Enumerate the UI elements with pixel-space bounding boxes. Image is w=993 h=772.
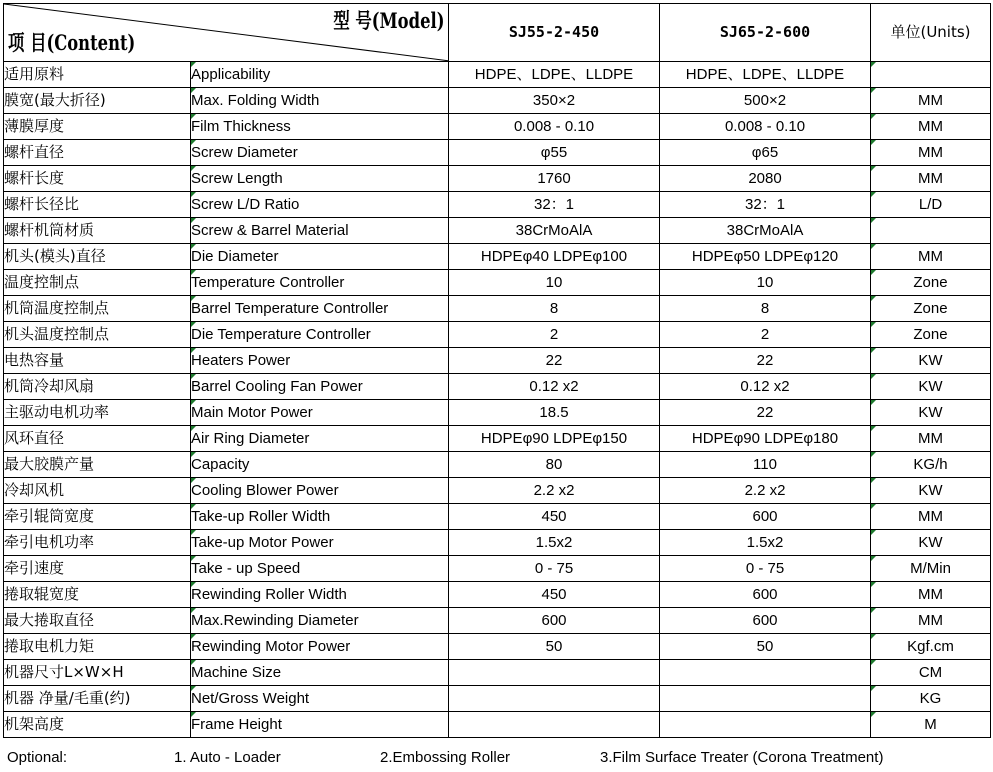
unit-cell: M/Min (871, 556, 991, 582)
value-model-2 (660, 712, 871, 738)
value-model-1 (449, 712, 660, 738)
param-name-cn: 捲取电机力矩 (4, 634, 191, 660)
value-model-1: 0.008 - 0.10 (449, 114, 660, 140)
unit-cell: MM (871, 582, 991, 608)
param-name-cn: 冷却风机 (4, 478, 191, 504)
param-name-en: Machine Size (191, 660, 449, 686)
option-embossing-roller: 2.Embossing Roller (380, 749, 511, 766)
param-name-en: Die Temperature Controller (191, 322, 449, 348)
table-row (4, 62, 991, 88)
table-row (4, 400, 991, 426)
table-row (4, 530, 991, 556)
content-model-header (4, 4, 449, 62)
unit-cell: KW (871, 348, 991, 374)
value-model-1: 10 (449, 270, 660, 296)
table-row (4, 478, 991, 504)
param-name-cn: 最大胶膜产量 (4, 452, 191, 478)
value-model-1: 50 (449, 634, 660, 660)
param-name-cn: 主驱动电机功率 (4, 400, 191, 426)
value-model-1: 0 - 75 (449, 556, 660, 582)
param-name-cn: 机筒冷却风扇 (4, 374, 191, 400)
unit-cell: MM (871, 140, 991, 166)
param-name-en: Screw & Barrel Material (191, 218, 449, 244)
param-name-cn: 螺杆直径 (4, 140, 191, 166)
unit-cell: KW (871, 478, 991, 504)
value-model-1: 32：1 (449, 192, 660, 218)
param-name-en: Capacity (191, 452, 449, 478)
table-row (4, 556, 991, 582)
value-model-2: 50 (660, 634, 871, 660)
table-row (4, 270, 991, 296)
value-model-1 (449, 660, 660, 686)
param-name-cn: 捲取辊宽度 (4, 582, 191, 608)
table-row (4, 608, 991, 634)
unit-cell: Zone (871, 322, 991, 348)
value-model-2: 2.2 x2 (660, 478, 871, 504)
value-model-1: 450 (449, 504, 660, 530)
value-model-2: HDPEφ50 LDPEφ120 (660, 244, 871, 270)
table-row (4, 322, 991, 348)
table-row (4, 218, 991, 244)
value-model-1: 2.2 x2 (449, 478, 660, 504)
param-name-en: Screw Length (191, 166, 449, 192)
table-row (4, 348, 991, 374)
param-name-en: Film Thickness (191, 114, 449, 140)
param-name-cn: 机架高度 (4, 712, 191, 738)
value-model-1: 450 (449, 582, 660, 608)
value-model-2 (660, 686, 871, 712)
unit-cell (871, 218, 991, 244)
table-row (4, 88, 991, 114)
param-name-en: Take-up Roller Width (191, 504, 449, 530)
table-row (4, 712, 991, 738)
value-model-2: 0.12 x2 (660, 374, 871, 400)
param-name-en: Rewinding Motor Power (191, 634, 449, 660)
unit-cell: CM (871, 660, 991, 686)
value-model-2: 1.5x2 (660, 530, 871, 556)
value-model-2: 600 (660, 608, 871, 634)
unit-cell: KW (871, 374, 991, 400)
param-name-cn: 最大捲取直径 (4, 608, 191, 634)
value-model-1: 0.12 x2 (449, 374, 660, 400)
param-name-en: Frame Height (191, 712, 449, 738)
value-model-2: 600 (660, 582, 871, 608)
unit-cell: MM (871, 244, 991, 270)
unit-cell (871, 62, 991, 88)
table-row (4, 166, 991, 192)
table-row (4, 634, 991, 660)
value-model-2: 22 (660, 400, 871, 426)
value-model-2: 110 (660, 452, 871, 478)
value-model-1: HDPEφ90 LDPEφ150 (449, 426, 660, 452)
table-row (4, 452, 991, 478)
param-name-en: Cooling Blower Power (191, 478, 449, 504)
param-name-en: Take - up Speed (191, 556, 449, 582)
unit-cell: KW (871, 530, 991, 556)
table-row (4, 296, 991, 322)
value-model-1: φ55 (449, 140, 660, 166)
value-model-2: φ65 (660, 140, 871, 166)
table-row (4, 686, 991, 712)
param-name-en: Temperature Controller (191, 270, 449, 296)
param-name-en: Heaters Power (191, 348, 449, 374)
table-row (4, 192, 991, 218)
unit-cell: M (871, 712, 991, 738)
param-name-cn: 机器尺寸L×W×H (4, 660, 191, 686)
value-model-1 (449, 686, 660, 712)
param-name-cn: 电热容量 (4, 348, 191, 374)
table-row (4, 504, 991, 530)
value-model-2: 500×2 (660, 88, 871, 114)
param-name-cn: 螺杆长径比 (4, 192, 191, 218)
value-model-2: 22 (660, 348, 871, 374)
value-model-1: 1760 (449, 166, 660, 192)
param-name-en: Die Diameter (191, 244, 449, 270)
unit-cell: MM (871, 504, 991, 530)
units-header: 单位(Units) (871, 4, 991, 62)
value-model-2: 38CrMoAlA (660, 218, 871, 244)
param-name-cn: 适用原料 (4, 62, 191, 88)
content-header-label: 项 目(Content) (8, 30, 136, 55)
option-auto-loader: 1. Auto - Loader (174, 749, 281, 766)
value-model-2: HDPE、LDPE、LLDPE (660, 62, 871, 88)
table-row (4, 582, 991, 608)
param-name-cn: 机筒温度控制点 (4, 296, 191, 322)
value-model-1: 1.5x2 (449, 530, 660, 556)
value-model-2: 32：1 (660, 192, 871, 218)
param-name-cn: 温度控制点 (4, 270, 191, 296)
unit-cell: Kgf.cm (871, 634, 991, 660)
value-model-1: 350×2 (449, 88, 660, 114)
spec-table (3, 3, 991, 738)
value-model-2: 10 (660, 270, 871, 296)
param-name-en: Max. Folding Width (191, 88, 449, 114)
param-name-en: Take-up Motor Power (191, 530, 449, 556)
unit-cell: MM (871, 166, 991, 192)
value-model-2: 2 (660, 322, 871, 348)
value-model-1: 18.5 (449, 400, 660, 426)
param-name-cn: 牵引速度 (4, 556, 191, 582)
param-name-en: Air Ring Diameter (191, 426, 449, 452)
param-name-en: Barrel Cooling Fan Power (191, 374, 449, 400)
param-name-cn: 风环直径 (4, 426, 191, 452)
param-name-cn: 薄膜厚度 (4, 114, 191, 140)
table-row (4, 140, 991, 166)
unit-cell: KG/h (871, 452, 991, 478)
unit-cell: MM (871, 608, 991, 634)
param-name-cn: 膜宽(最大折径) (4, 88, 191, 114)
param-name-en: Screw L/D Ratio (191, 192, 449, 218)
option-corona-treater: 3.Film Surface Treater (Corona Treatment) (600, 749, 884, 766)
param-name-cn: 牵引电机功率 (4, 530, 191, 556)
value-model-2: 0 - 75 (660, 556, 871, 582)
value-model-2: 2080 (660, 166, 871, 192)
unit-cell: Zone (871, 270, 991, 296)
spec-table-body (4, 4, 991, 738)
value-model-2: 8 (660, 296, 871, 322)
table-row (4, 244, 991, 270)
param-name-en: Screw Diameter (191, 140, 449, 166)
param-name-cn: 牵引辊筒宽度 (4, 504, 191, 530)
param-name-cn: 螺杆机筒材质 (4, 218, 191, 244)
value-model-1: 600 (449, 608, 660, 634)
value-model-1: 2 (449, 322, 660, 348)
model-header-label: 型 号(Model) (332, 8, 444, 33)
param-name-en: Rewinding Roller Width (191, 582, 449, 608)
param-name-cn: 机器 净量/毛重(约) (4, 686, 191, 712)
value-model-1: 80 (449, 452, 660, 478)
value-model-1: 22 (449, 348, 660, 374)
value-model-1: HDPEφ40 LDPEφ100 (449, 244, 660, 270)
optional-label: Optional: (7, 749, 68, 766)
param-name-cn: 机头(模头)直径 (4, 244, 191, 270)
param-name-en: Applicability (191, 62, 449, 88)
table-row (4, 426, 991, 452)
unit-cell: KG (871, 686, 991, 712)
param-name-en: Main Motor Power (191, 400, 449, 426)
table-row (4, 114, 991, 140)
value-model-2: 0.008 - 0.10 (660, 114, 871, 140)
unit-cell: KW (871, 400, 991, 426)
param-name-cn: 机头温度控制点 (4, 322, 191, 348)
unit-cell: L/D (871, 192, 991, 218)
value-model-2: HDPEφ90 LDPEφ180 (660, 426, 871, 452)
model-1-header: SJ55-2-450 (449, 4, 660, 62)
unit-cell: Zone (871, 296, 991, 322)
param-name-en: Max.Rewinding Diameter (191, 608, 449, 634)
model-2-header: SJ65-2-600 (660, 4, 871, 62)
unit-cell: MM (871, 88, 991, 114)
value-model-2 (660, 660, 871, 686)
table-row (4, 374, 991, 400)
value-model-1: HDPE、LDPE、LLDPE (449, 62, 660, 88)
param-name-en: Net/Gross Weight (191, 686, 449, 712)
unit-cell: MM (871, 426, 991, 452)
header-row (4, 4, 991, 62)
value-model-1: 8 (449, 296, 660, 322)
value-model-1: 38CrMoAlA (449, 218, 660, 244)
param-name-en: Barrel Temperature Controller (191, 296, 449, 322)
value-model-2: 600 (660, 504, 871, 530)
unit-cell: MM (871, 114, 991, 140)
table-row (4, 660, 991, 686)
param-name-cn: 螺杆长度 (4, 166, 191, 192)
